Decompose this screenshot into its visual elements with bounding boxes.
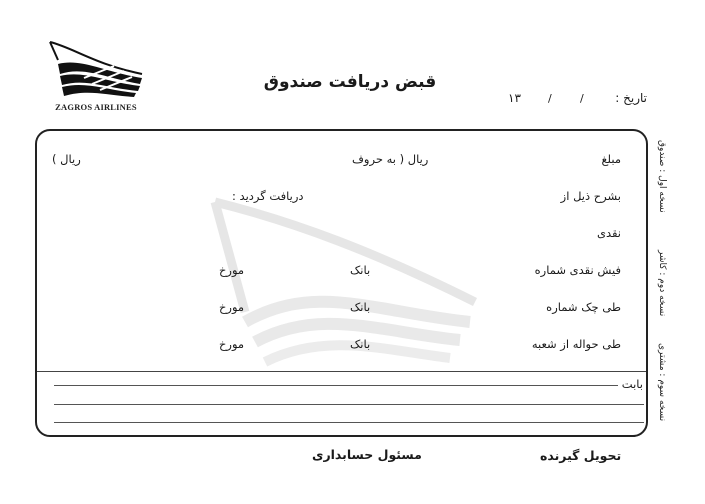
copy-3-label: نسخه سوم : مشتری (657, 343, 667, 422)
zagros-logo (44, 38, 148, 118)
logo-text: ZAGROS AIRLINES (55, 102, 137, 112)
cash-receipt-number-label: فیش نقدی شماره (534, 263, 621, 277)
airline-flag-icon (44, 38, 148, 102)
description-line[interactable] (54, 422, 644, 423)
dated-label: مورخ (219, 300, 245, 314)
dated-label: مورخ (219, 337, 245, 351)
form-frame (35, 129, 648, 437)
bank-label: بانک (350, 263, 371, 277)
section-divider (37, 371, 646, 372)
date-slash-2: / (548, 92, 552, 105)
rial-close-label: ریال ) (52, 152, 81, 166)
date-label: تاریخ : (615, 91, 647, 105)
cheque-number-label: طی چک شماره (546, 300, 621, 314)
dated-label: مورخ (219, 263, 245, 277)
cash-label: نقدی (596, 226, 621, 240)
bank-label: بانک (350, 300, 371, 314)
received-label: دریافت گردید : (232, 189, 304, 203)
transfer-branch-label: طی حواله از شعبه (531, 337, 621, 351)
copy-2-label: نسخه دوم : کاشر (657, 250, 667, 317)
description-line[interactable] (54, 385, 618, 386)
received-from-label: بشرح ذیل از (560, 189, 621, 203)
description-line[interactable] (54, 404, 644, 405)
amount-label: مبلغ (601, 152, 621, 166)
date-slash-1: / (580, 92, 584, 105)
copy-1-label: نسخه اول : صندوق (657, 140, 667, 213)
for-label: بابت (621, 377, 643, 391)
page-title: قبض دریافت صندوق (263, 72, 437, 92)
receiver-label: تحویل گیرنده (540, 448, 622, 463)
accounting-officer-label: مسئول حسابداری (312, 447, 422, 462)
date-year: ۱۳ (508, 91, 521, 105)
bank-label: بانک (350, 337, 371, 351)
rial-in-words-label: ریال ( به حروف (352, 152, 429, 166)
